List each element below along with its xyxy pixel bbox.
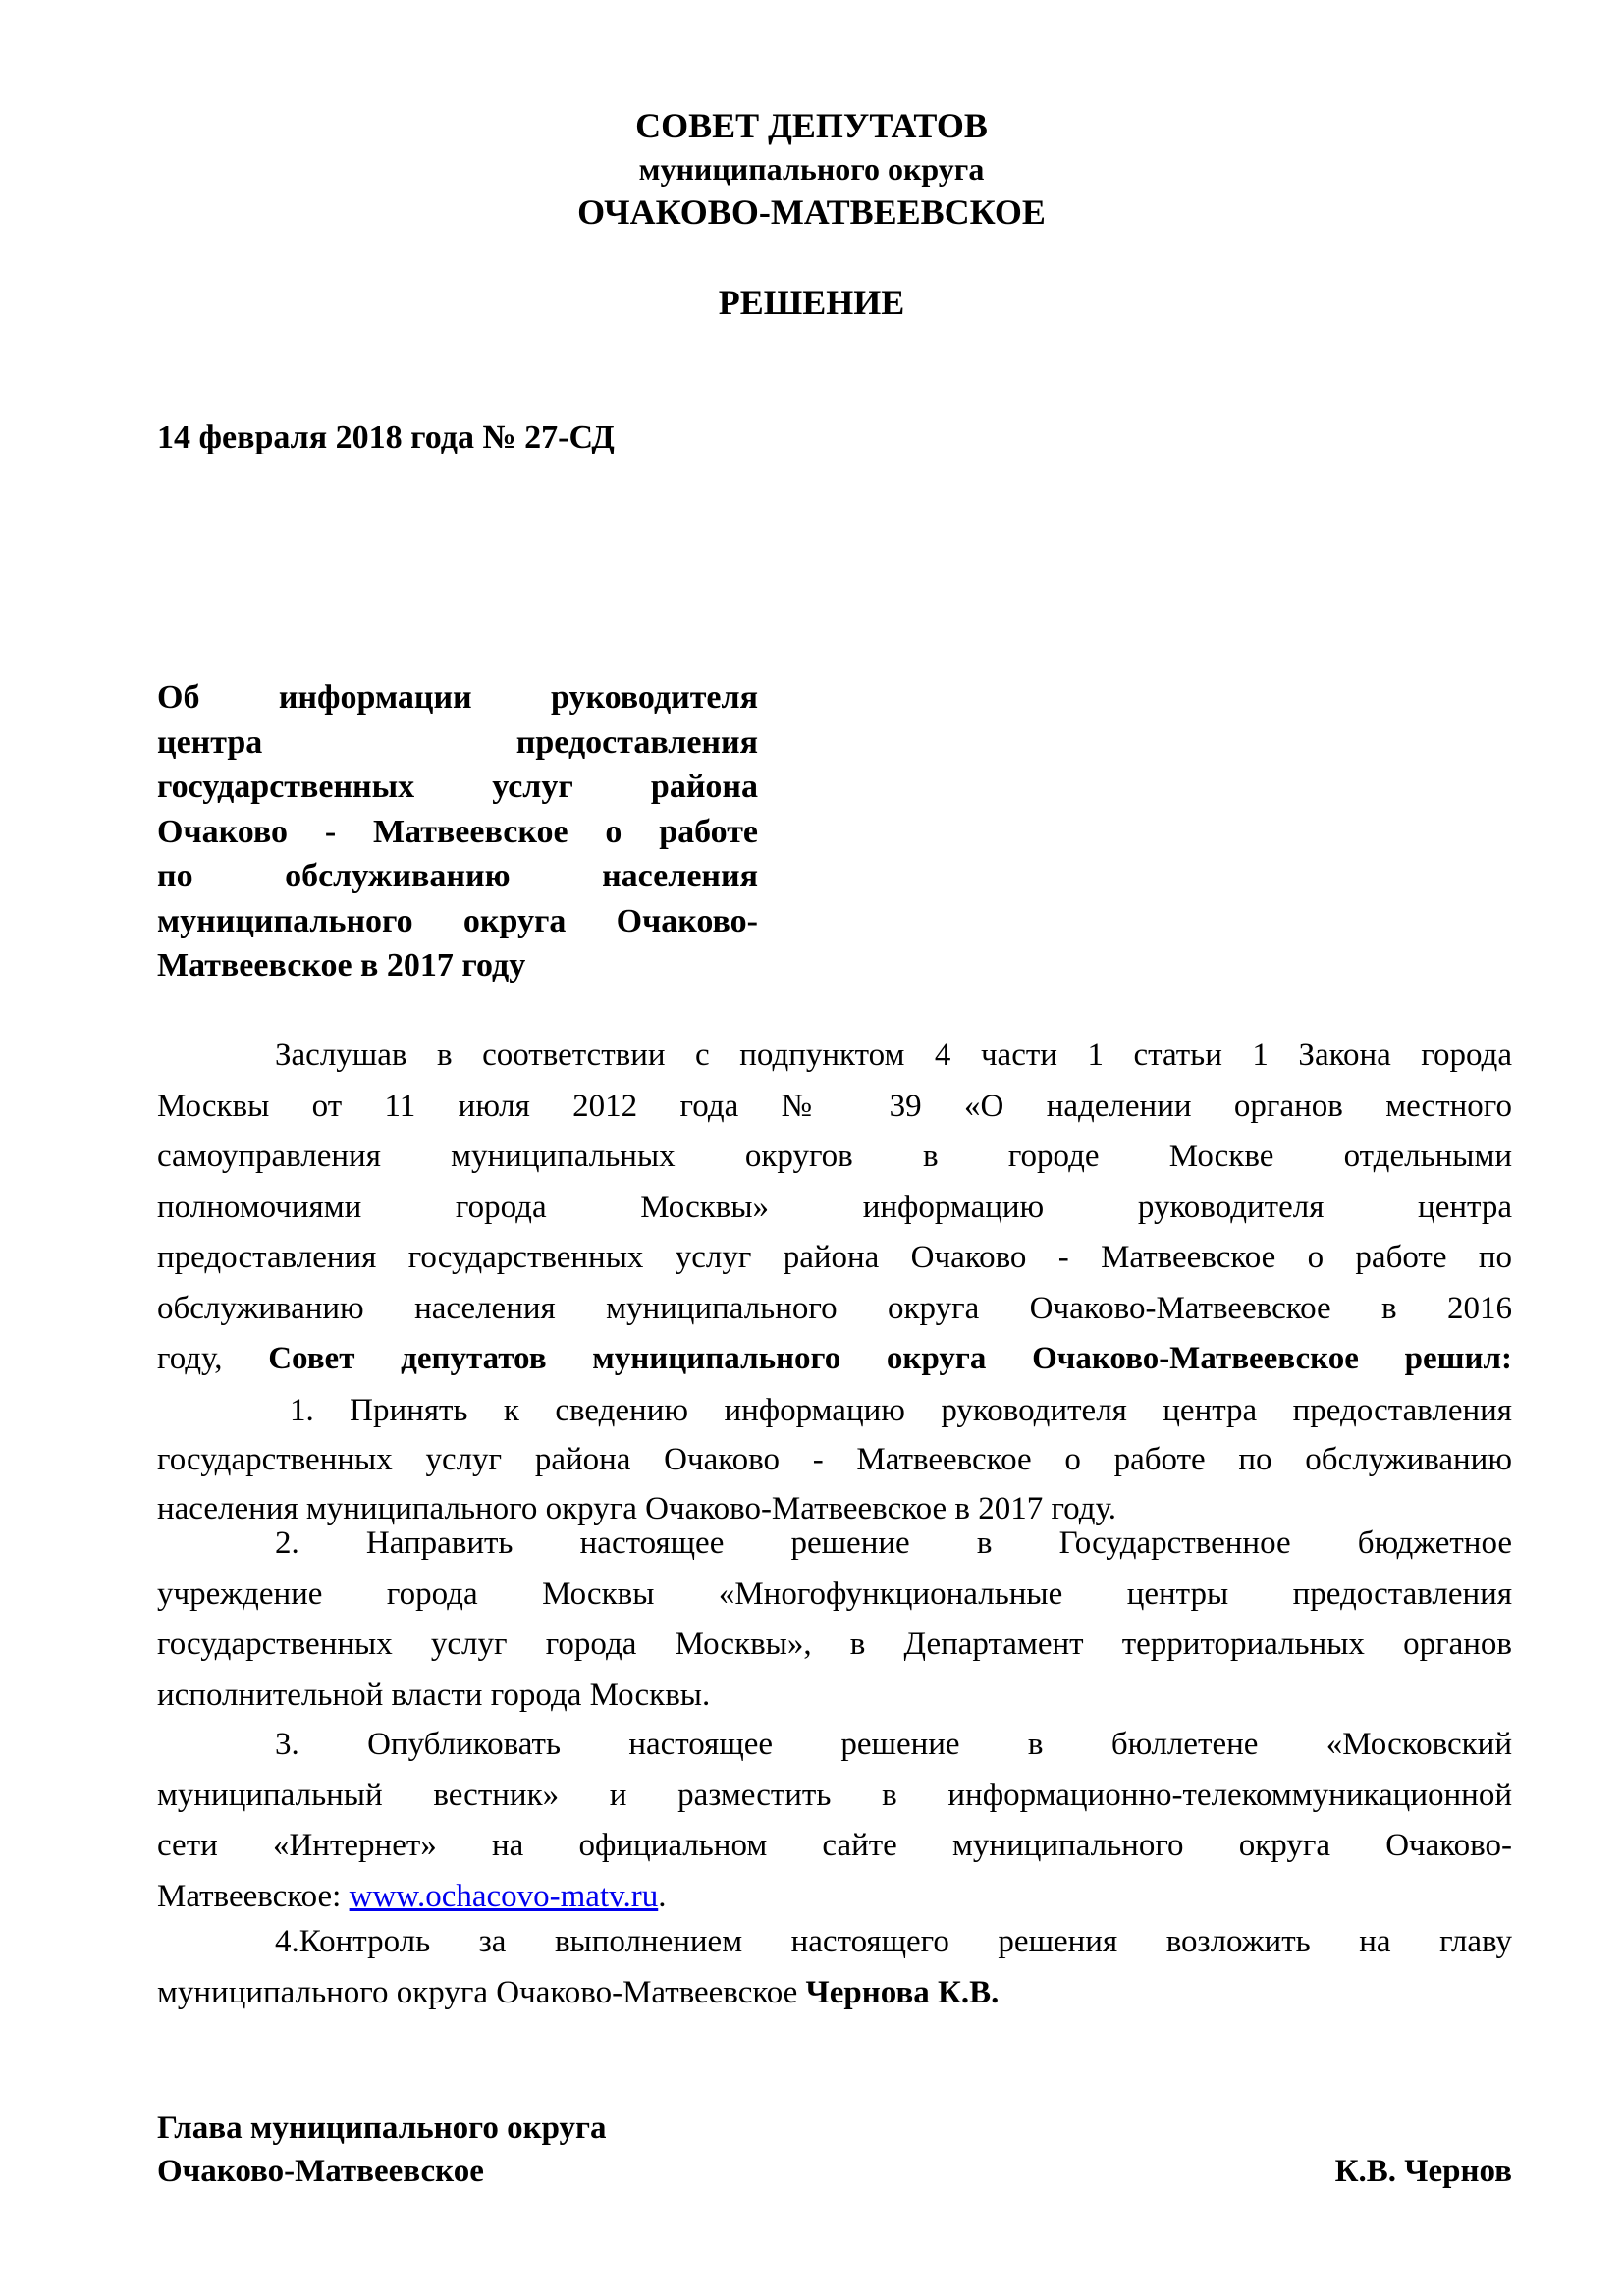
district-heading: ОЧАКОВО-МАТВЕЕВСКОЕ bbox=[577, 192, 1046, 232]
decision-subject bbox=[157, 675, 758, 988]
item-line: 2. Направить настоящее решение в Государственное бюджетное bbox=[275, 1525, 1512, 1561]
subject-line: по обслуживанию населения bbox=[157, 858, 758, 894]
item-2-paragraph bbox=[157, 1519, 1512, 1721]
item-3-suffix: . bbox=[658, 1878, 667, 1914]
item-line bbox=[157, 1872, 1512, 1923]
intro-line: обслуживанию населения муниципального округа Очаково-Матвеевское в 2016 bbox=[157, 1290, 1512, 1326]
subject-line: Матвеевское в 2017 году bbox=[157, 947, 526, 984]
item-line: исполнительной власти города Москвы. bbox=[157, 1677, 711, 1713]
item-line: 1. Принять к сведению информацию руководителя центра предоставления bbox=[290, 1393, 1512, 1428]
subject-line: муниципального округа Очаково- bbox=[157, 902, 758, 939]
intro-line: самоуправления муниципальных округов в городе Москве отдельными bbox=[157, 1139, 1512, 1174]
intro-line: предоставления государственных услуг района Очаково - Матвеевское о работе по bbox=[157, 1240, 1512, 1275]
responsible-person: Чернова К.В. bbox=[805, 1974, 1000, 2010]
subject-line: Об информации руководителя bbox=[157, 679, 758, 716]
item-line: государственных услуг района Очаково - Матвеевское о работе по обслуживанию bbox=[157, 1442, 1512, 1477]
signature-row bbox=[157, 2150, 1512, 2193]
item-line: населения муниципального округа Очаково-Матвеевское в 2017 году. bbox=[157, 1491, 1116, 1526]
resolution-phrase: Совет депутатов муниципального округа Очаково-Матвеевское решил: bbox=[268, 1341, 1512, 1376]
municipal-heading: муниципального округа bbox=[638, 151, 985, 187]
item-4-paragraph bbox=[157, 1917, 1512, 2018]
intro-last-text: году, bbox=[157, 1341, 269, 1376]
signature-block bbox=[157, 2107, 1512, 2193]
subject-line: центра предоставления bbox=[157, 723, 758, 761]
website-link[interactable]: www.ochacovo-matv.ru bbox=[349, 1878, 659, 1914]
date-and-number: 14 февраля 2018 года № 27-СД bbox=[157, 419, 615, 455]
item-line: муниципальный вестник» и разместить в информационно-телекоммуникационной bbox=[157, 1777, 1512, 1813]
item-3-paragraph bbox=[157, 1720, 1512, 1922]
item-line: учреждение города Москвы «Многофункциональные центры предоставления bbox=[157, 1575, 1512, 1612]
intro-paragraph bbox=[157, 1031, 1512, 1385]
intro-line: Заслушав в соответствии с подпунктом 4 части 1 статьи 1 Закона города bbox=[275, 1038, 1512, 1073]
signatory-title-line-1: Глава муниципального округа bbox=[157, 2110, 607, 2146]
intro-line bbox=[157, 1334, 1512, 1385]
item-line: 4.Контроль за выполнением настоящего решения возложить на главу bbox=[275, 1924, 1512, 1959]
item-3-prefix: Матвеевское: bbox=[157, 1878, 350, 1914]
item-4-text: муниципального округа Очаково-Матвеевское bbox=[157, 1974, 806, 2010]
decision-heading: РЕШЕНИЕ bbox=[718, 283, 905, 322]
item-line: сети «Интернет» на официальном сайте муниципального округа Очаково- bbox=[157, 1828, 1512, 1863]
item-1-paragraph bbox=[157, 1386, 1512, 1533]
item-line bbox=[157, 1968, 1512, 2019]
signatory-name: К.В. Чернов bbox=[1334, 2154, 1512, 2189]
subject-line: Очаково - Матвеевское о работе bbox=[157, 813, 758, 850]
item-line: государственных услуг города Москвы», в Департамент территориальных органов bbox=[157, 1627, 1512, 1662]
item-line: 3. Опубликовать настоящее решение в бюллетене «Московский bbox=[275, 1727, 1512, 1762]
intro-line: полномочиями города Москвы» информацию руководителя центра bbox=[157, 1189, 1512, 1225]
council-heading: СОВЕТ ДЕПУТАТОВ bbox=[635, 106, 988, 145]
signatory-title-line-2: Очаково-Матвеевское bbox=[157, 2154, 484, 2189]
subject-line: государственных услуг района bbox=[157, 769, 758, 805]
intro-line: Москвы от 11 июля 2012 года № 39 «О наделении органов местного bbox=[157, 1088, 1512, 1124]
